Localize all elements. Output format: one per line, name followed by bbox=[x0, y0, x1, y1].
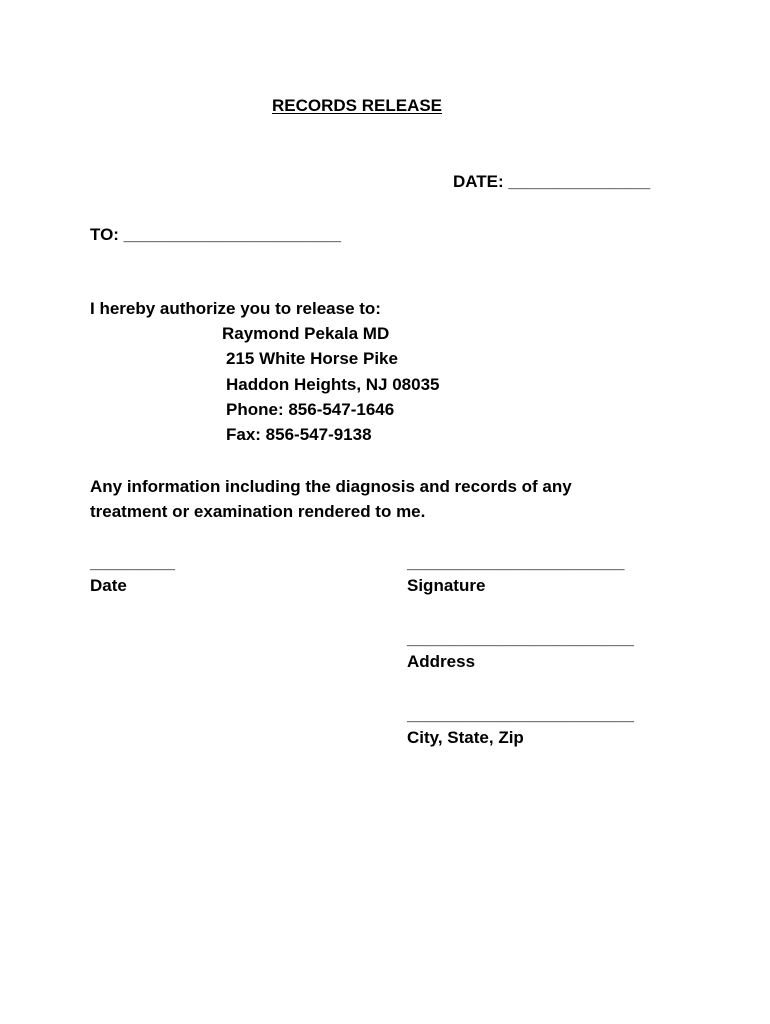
body-text-line-2: treatment or examination rendered to me. bbox=[90, 502, 426, 521]
document-title: RECORDS RELEASE bbox=[272, 96, 443, 115]
authorization-statement: I hereby authorize you to release to: bbox=[90, 299, 381, 318]
date-field: DATE: _______________ bbox=[453, 172, 651, 191]
recipient-name: Raymond Pekala MD bbox=[222, 324, 390, 343]
signature-label: Signature bbox=[407, 576, 486, 595]
recipient-city: Haddon Heights, NJ 08035 bbox=[226, 375, 440, 394]
city-state-zip-blank: ________________________ bbox=[407, 705, 634, 724]
recipient-street: 215 White Horse Pike bbox=[226, 349, 398, 368]
recipient-phone: Phone: 856-547-1646 bbox=[226, 400, 395, 419]
address-blank: ________________________ bbox=[407, 629, 634, 648]
city-state-zip-label: City, State, Zip bbox=[407, 728, 524, 747]
address-label: Address bbox=[407, 652, 476, 671]
body-text-line-1: Any information including the diagnosis and records of any bbox=[90, 477, 572, 496]
signature-blank: _______________________ bbox=[407, 553, 625, 572]
recipient-fax: Fax: 856-547-9138 bbox=[226, 425, 372, 444]
to-field: TO: _______________________ bbox=[90, 225, 342, 244]
date-label: Date bbox=[90, 576, 127, 595]
date-signature-blank: _________ bbox=[90, 553, 176, 572]
